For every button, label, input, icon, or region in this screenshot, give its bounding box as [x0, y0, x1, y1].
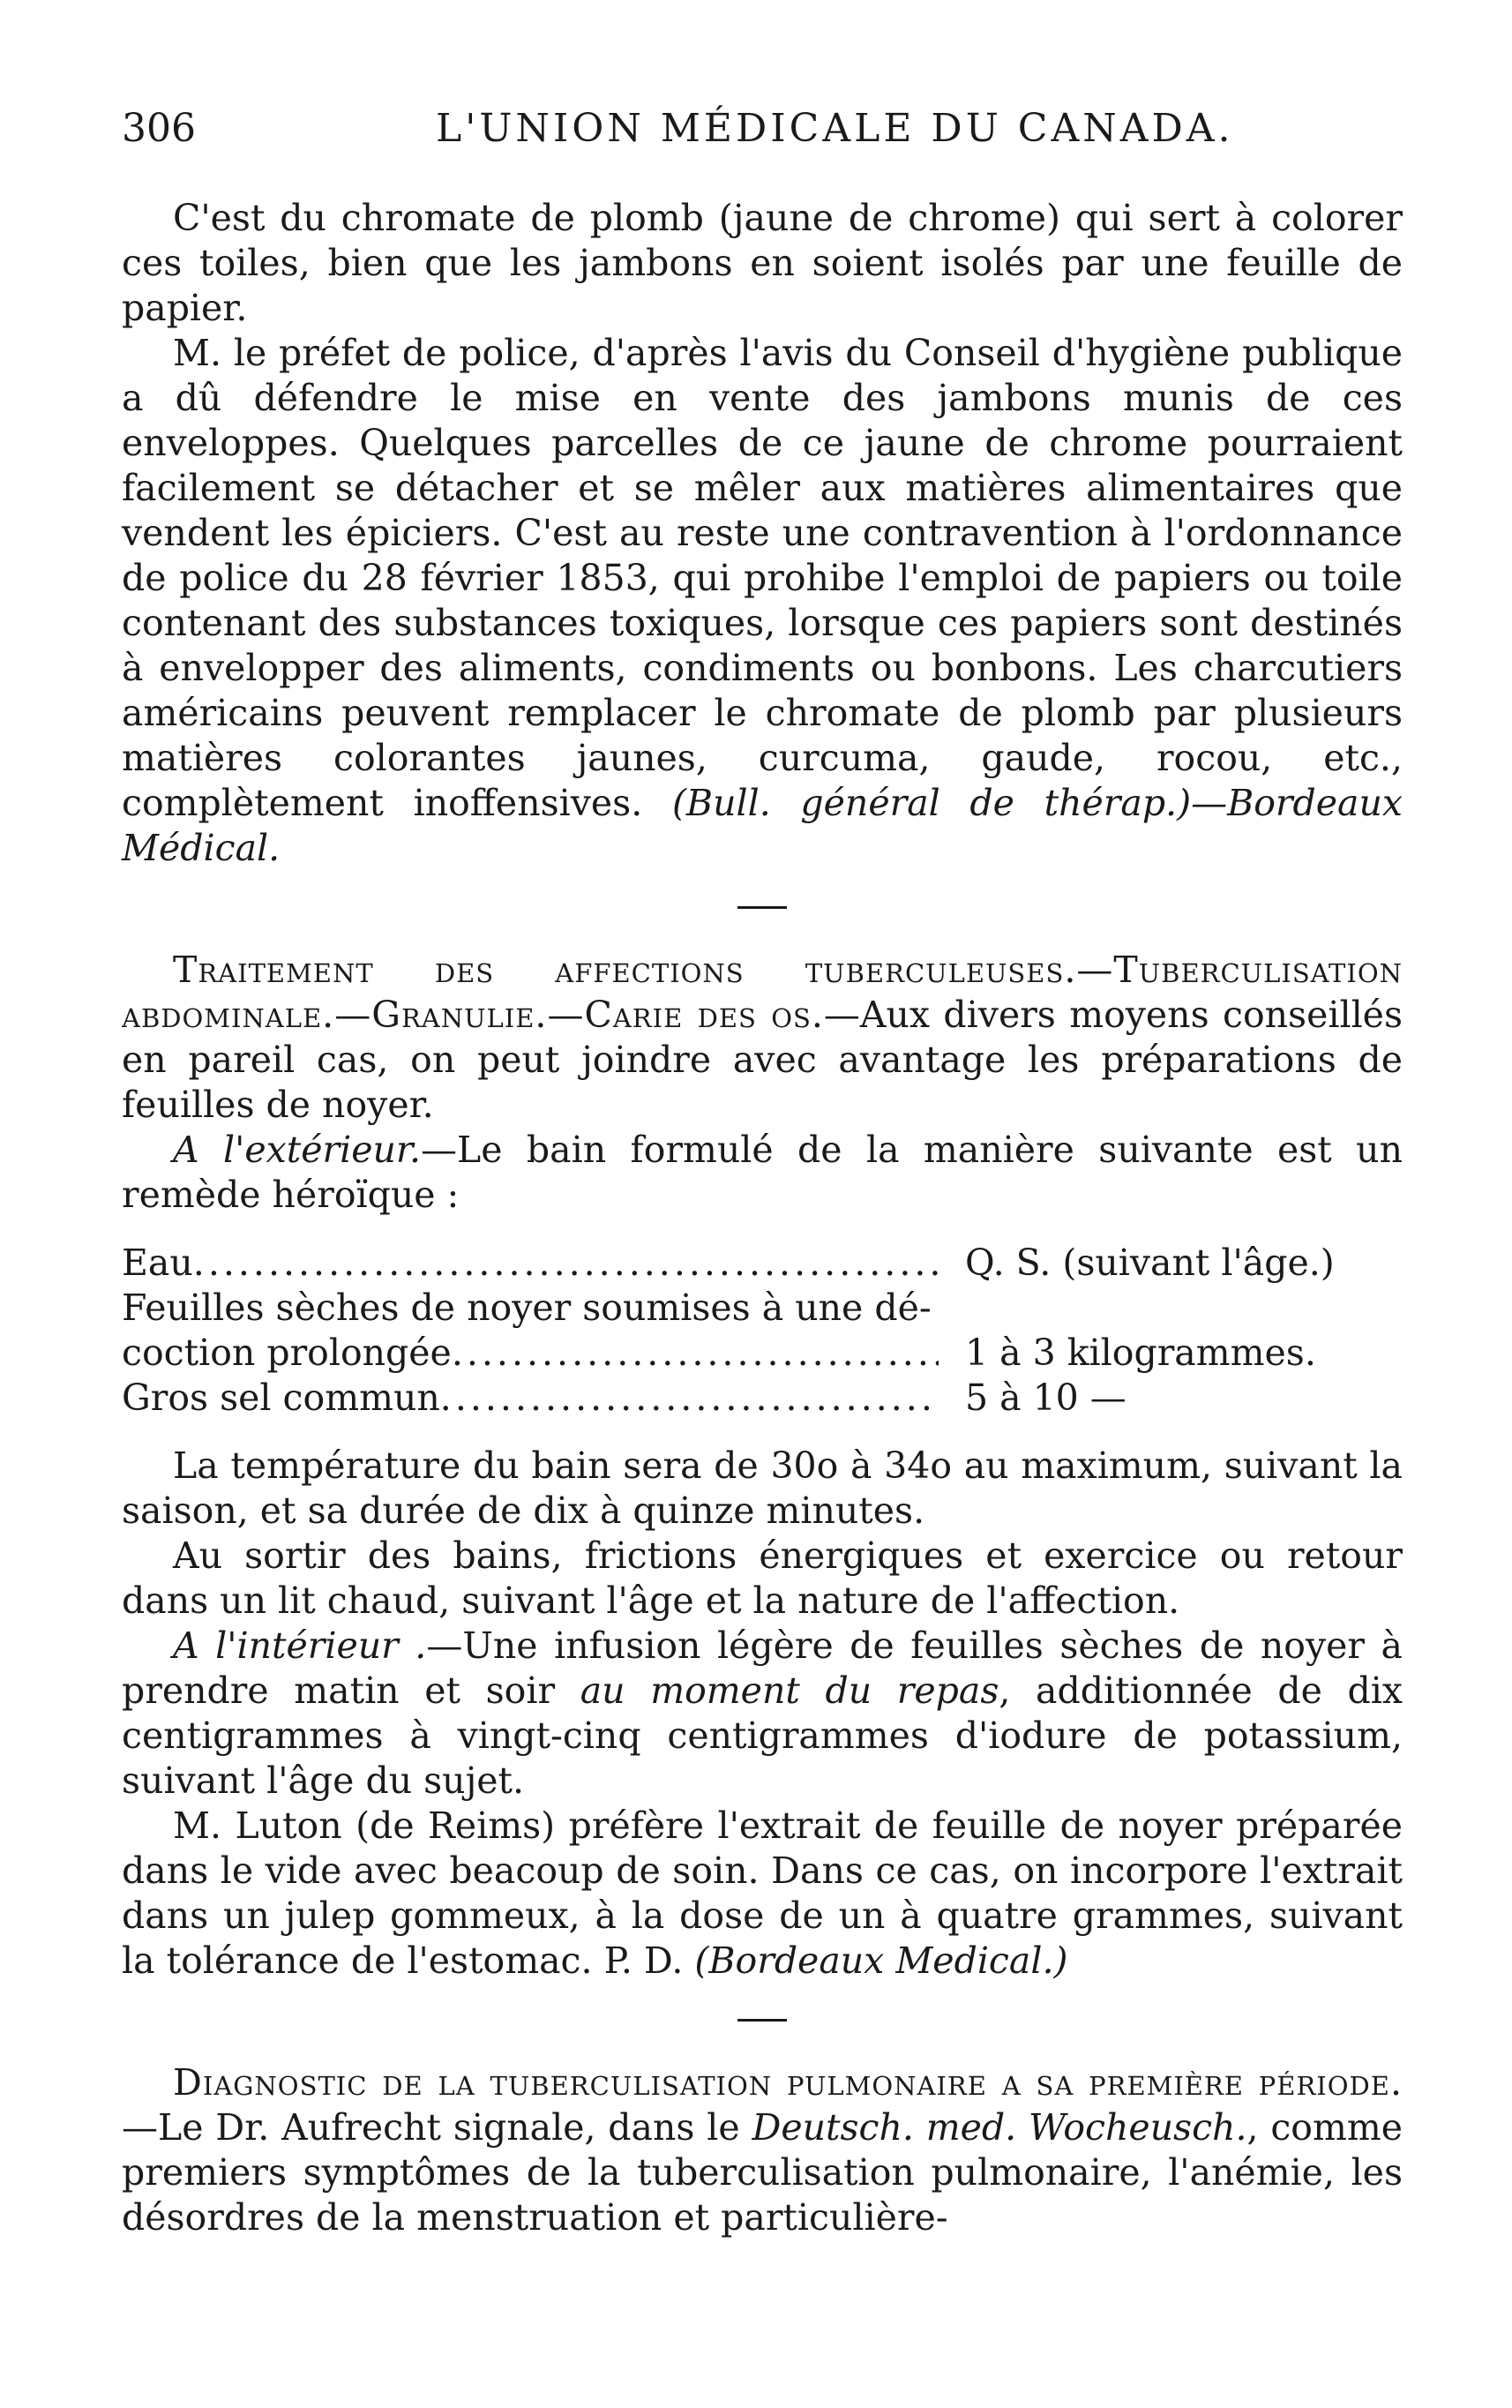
section-divider — [737, 906, 787, 909]
exterior-paragraph — [122, 1128, 1403, 1218]
formula-row — [122, 1376, 1403, 1421]
running-title: L'UNION MÉDICALE DU CANADA. — [436, 106, 1234, 151]
leader-dots — [193, 1241, 939, 1286]
formula-ingredient: Gros sel commun — [122, 1377, 440, 1419]
formula-quantity: 1 à 3 kilogrammes. — [965, 1332, 1316, 1374]
exterior-text: —Le bain formulé de la manière suivante est un remède héroïque : — [122, 1129, 1403, 1216]
interior-text: —Une infusion légère de feuilles sèches de noyer à prendre matin et soir — [122, 1624, 1403, 1712]
formula-ingredient: Feuilles sèches de noyer soumises à une dé- — [122, 1287, 932, 1329]
intro-text: —Aux divers moyens conseillés en pareil cas, on peut joindre avec avantage les préparations de feuilles de noyer. — [122, 994, 1403, 1126]
interior-paragraph — [122, 1624, 1403, 1804]
prefet-paragraph-text: M. le préfet de police, d'après l'avis du Conseil d'hygiène publique a dû défendre le mise en vente des jambons munis de ces enveloppes. Quelques parcelles de ce jaune de chrome pourraient facilement se détacher et se mêler aux matières alimentaires que vendent les épiciers. C'est au reste une contravention à l'ordonnance de police du 28 février 1853, qui prohibe l'emploi de papiers ou toile contenant des substances toxiques, lorsque ces papiers sont destinés à envelopper des aliments, condiments ou bonbons. Les charcutiers américains peuvent remplacer le chromate de plomb par plusieurs matières colorantes jaunes, curcuma, gaude, rocou, etc., complètement inoffensives. — [122, 332, 1403, 824]
prefet-paragraph — [122, 331, 1403, 871]
diagnostic-text-end: , comme premiers symptômes de la tuberculisation pulmonaire, l'anémie, les désordres de la menstruation et particulière- — [122, 2106, 1403, 2239]
chromate-paragraph: C'est du chromate de plomb (jaune de chrome) qui sert à colorer ces toiles, bien que les jambons en soient isolés par une feuille de papier. — [122, 197, 1403, 329]
formula-quantity: Q. S. (suivant l'âge.) — [965, 1242, 1335, 1284]
interior-text-end: , additionnée de dix centigrammes à vingt-cinq centigrammes d'iodure de potassium, suivant l'âge du sujet. — [122, 1669, 1403, 1802]
luton-paragraph — [122, 1804, 1403, 1984]
tuberculosis-intro-paragraph — [122, 948, 1403, 1128]
page-number: 306 — [122, 106, 196, 151]
section-divider — [737, 2019, 787, 2022]
interior-label: A l'intérieur . — [173, 1624, 427, 1667]
diagnostic-paragraph — [122, 2060, 1403, 2240]
source-citation: (Bull. général de thérap.)—Bordeaux Médical. — [122, 782, 1403, 869]
diagnostic-text: —Le Dr. Aufrecht signale, dans le — [122, 2106, 752, 2149]
bath-exit-paragraph: Au sortir des bains, frictions énergiques et exercice ou retour dans un lit chaud, suivant l'âge et la nature de l'affection. — [122, 1534, 1403, 1622]
interior-italic: au moment du repas — [580, 1669, 999, 1712]
exterior-label: A l'extérieur. — [173, 1129, 422, 1171]
section-title: Traitement des affections tuberculeuses.—Tuberculisation abdominale.—Granulie.—Carie des os. — [122, 949, 1403, 1036]
formula-row — [122, 1331, 1403, 1376]
formula-quantity: 5 à 10 — — [965, 1377, 1127, 1419]
leader-dots — [440, 1376, 939, 1421]
temperature-paragraph: La température du bain sera de 30o à 34o au maximum, suivant la saison, et sa durée de dix à quinze minutes. — [122, 1444, 1403, 1532]
formula-row — [122, 1241, 1403, 1286]
formula-ingredient: Eau — [122, 1242, 193, 1284]
bath-formula — [122, 1241, 1403, 1421]
luton-text: M. Luton (de Reims) préfère l'extrait de feuille de noyer préparée dans le vide avec beacoup de soin. Dans ce cas, on incorpore l'extrait dans un julep gommeux, à la dose de un à quatre grammes, suivant la tolérance de l'estomac. P. D. — [122, 1804, 1403, 1982]
formula-row — [122, 1286, 1403, 1331]
formula-ingredient: coction prolongée — [122, 1332, 452, 1374]
journal-name: Deutsch. med. Wocheusch. — [752, 2106, 1247, 2149]
page-body — [122, 196, 1403, 2240]
leader-dots — [452, 1331, 939, 1376]
section-title: Diagnostic de la tuberculisation pulmonaire a sa première période. — [173, 2061, 1403, 2104]
source-citation: (Bordeaux Medical.) — [694, 1939, 1068, 1982]
